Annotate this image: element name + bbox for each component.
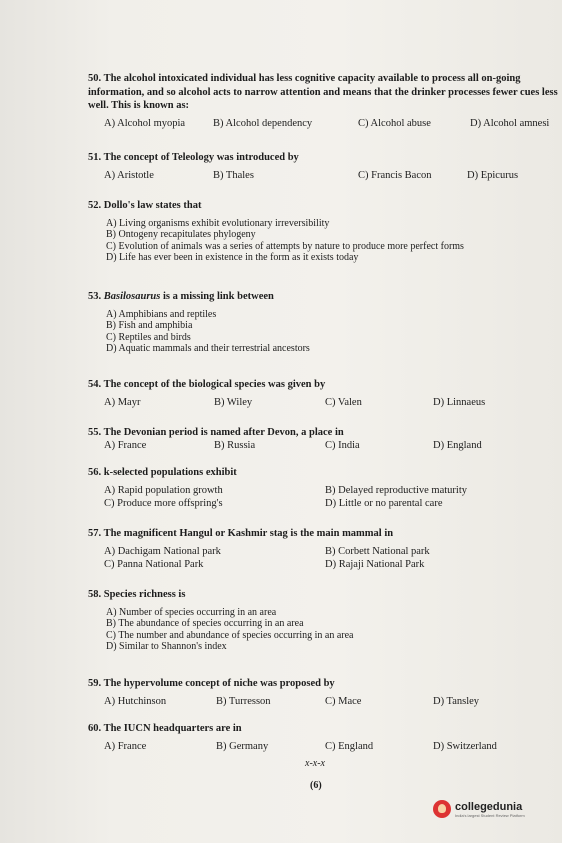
end-mark: x-x-x bbox=[305, 758, 325, 769]
question-stem: 54. The concept of the biological species was given by bbox=[88, 379, 326, 390]
option-c: C) England bbox=[325, 740, 374, 752]
page-number: (6) bbox=[310, 780, 322, 791]
option-c: C) India bbox=[325, 439, 360, 451]
options-row bbox=[88, 170, 558, 185]
question-51 bbox=[88, 151, 558, 185]
question-stem: 52. Dollo's law states that bbox=[88, 200, 202, 211]
option-a: A) France bbox=[104, 740, 147, 752]
question-stem: 59. The hypervolume concept of niche was proposed by bbox=[88, 678, 335, 689]
watermark bbox=[433, 800, 525, 818]
option-c: C) Mace bbox=[325, 695, 362, 707]
option-d: D) Similar to Shannon's index bbox=[106, 641, 227, 653]
option-d: D) Epicurus bbox=[467, 169, 519, 181]
question-57 bbox=[88, 527, 558, 572]
option-c: C) Evolution of animals was a series of attempts by nature to produce more perfect forms bbox=[106, 240, 464, 252]
option-c: C) Panna National Park bbox=[104, 558, 204, 570]
question-stem: 60. The IUCN headquarters are in bbox=[88, 723, 242, 734]
options-row bbox=[88, 118, 558, 133]
genus-name: Basilosaurus bbox=[103, 291, 161, 302]
option-d: D) Rajaji National Park bbox=[325, 558, 425, 570]
option-b: B) Wiley bbox=[214, 396, 253, 408]
question-stem: 51. The concept of Teleology was introduced by bbox=[88, 152, 299, 163]
options-row bbox=[88, 397, 558, 412]
question-stem: 58. Species richness is bbox=[88, 589, 186, 600]
options-list bbox=[88, 309, 558, 355]
option-a: A) Rapid population growth bbox=[104, 484, 223, 496]
option-a: A) Aristotle bbox=[104, 169, 154, 181]
question-53 bbox=[88, 290, 558, 355]
option-c: C) Produce more offspring's bbox=[104, 497, 223, 509]
option-d: D) Alcohol amnesi bbox=[470, 117, 550, 129]
options-row bbox=[88, 741, 558, 756]
option-c: C) The number and abundance of species occurring in an area bbox=[106, 629, 354, 641]
question-52 bbox=[88, 199, 558, 264]
option-b: B) Turresson bbox=[216, 695, 271, 707]
options-list bbox=[88, 218, 558, 264]
option-d: D) Linnaeus bbox=[433, 396, 486, 408]
option-a: A) France bbox=[104, 439, 147, 451]
question-stem: 55. The Devonian period is named after Devon, a place in bbox=[88, 427, 344, 438]
option-c: C) Alcohol abuse bbox=[358, 117, 431, 129]
option-d: D) England bbox=[433, 439, 482, 451]
option-d: D) Life has ever been in existence in the form as it exists today bbox=[106, 252, 359, 264]
options-row bbox=[88, 696, 558, 711]
option-a: A) Living organisms exhibit evolutionary irreversibility bbox=[106, 217, 330, 229]
option-c: C) Valen bbox=[325, 396, 362, 408]
question-stem: 53. Basilosaurus is a missing link between bbox=[88, 291, 274, 302]
question-stem: 50. The alcohol intoxicated individual has less cognitive capacity available to process all on-going information, and so alcohol acts to narrow attention and means that the drinker processes fewer cues less well. This is known as: bbox=[88, 73, 558, 111]
option-d: D) Aquatic mammals and their terrestrial ancestors bbox=[106, 343, 310, 355]
question-58 bbox=[88, 588, 558, 653]
options-row bbox=[88, 440, 558, 455]
option-b: B) Delayed reproductive maturity bbox=[325, 484, 467, 496]
option-a: A) Number of species occurring in an area bbox=[106, 606, 277, 618]
question-stem: 57. The magnificent Hangul or Kashmir stag is the main mammal in bbox=[88, 528, 394, 539]
option-b: B) Thales bbox=[213, 169, 254, 181]
brand-name: collegedunia bbox=[455, 800, 523, 813]
option-c: C) Reptiles and birds bbox=[106, 331, 191, 343]
option-a: A) Alcohol myopia bbox=[104, 117, 186, 129]
option-b: B) Russia bbox=[214, 439, 256, 451]
option-b: B) Alcohol dependency bbox=[213, 117, 313, 129]
options-list bbox=[88, 607, 558, 653]
option-c: C) Francis Bacon bbox=[358, 169, 432, 181]
options-grid bbox=[88, 485, 558, 511]
option-b: B) The abundance of species occurring in an area bbox=[106, 618, 304, 630]
option-b: B) Germany bbox=[216, 740, 269, 752]
option-a: A) Hutchinson bbox=[104, 695, 167, 707]
question-59 bbox=[88, 677, 558, 711]
question-stem: 56. k-selected populations exhibit bbox=[88, 467, 237, 478]
question-54 bbox=[88, 378, 558, 412]
collegedunia-logo-icon bbox=[433, 800, 451, 818]
question-60 bbox=[88, 722, 558, 756]
option-a: A) Mayr bbox=[104, 396, 141, 408]
question-55 bbox=[88, 426, 558, 455]
option-d: D) Switzerland bbox=[433, 740, 497, 752]
option-d: D) Tansley bbox=[433, 695, 480, 707]
question-50 bbox=[88, 72, 558, 133]
question-56 bbox=[88, 466, 558, 511]
option-a: A) Amphibians and reptiles bbox=[106, 308, 217, 320]
option-d: D) Little or no parental care bbox=[325, 497, 443, 509]
option-b: B) Ontogeny recapitulates phylogeny bbox=[106, 229, 256, 241]
option-a: A) Dachigam National park bbox=[104, 545, 221, 557]
option-b: B) Fish and amphibia bbox=[106, 320, 193, 332]
option-b: B) Corbett National park bbox=[325, 545, 430, 557]
brand-tagline: India's largest Student Review Platform bbox=[455, 812, 525, 818]
options-grid bbox=[88, 546, 558, 572]
